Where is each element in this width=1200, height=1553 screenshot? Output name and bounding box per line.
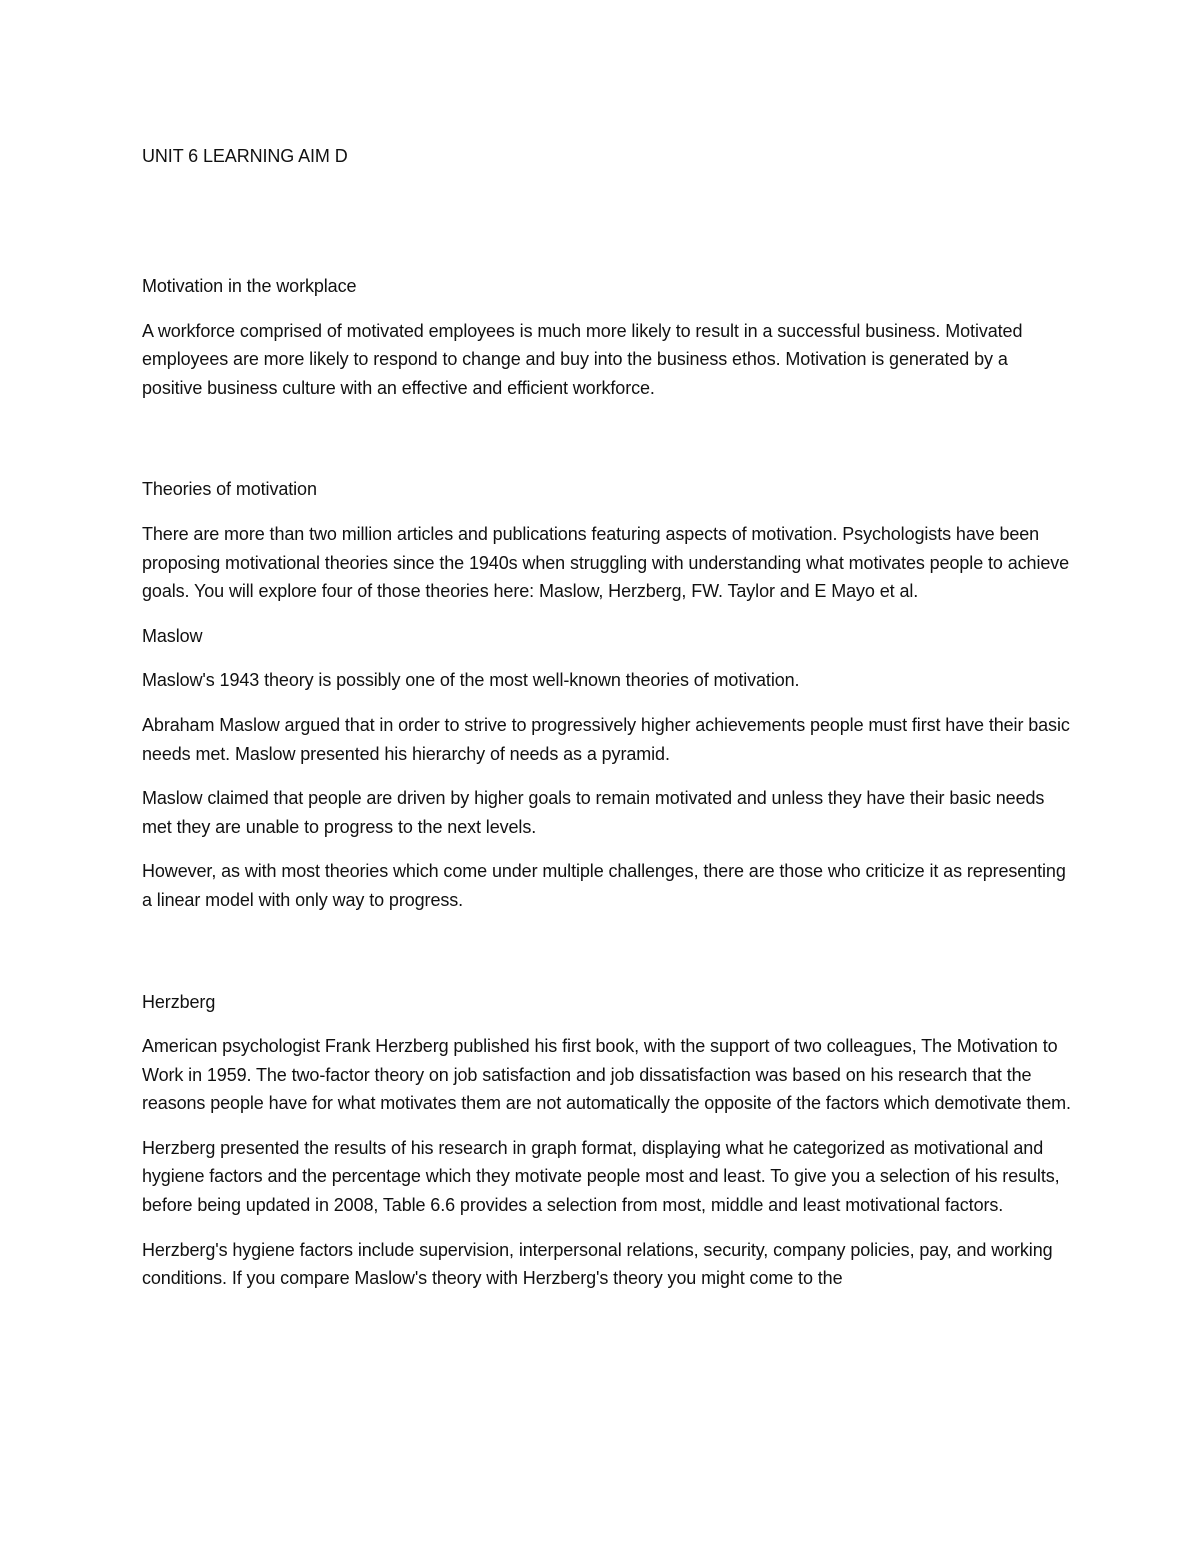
paragraph-maslow-2: Abraham Maslow argued that in order to strive to progressively higher achievements people must first have their basic needs met. Maslow presented his hierarchy of needs as a pyramid.	[142, 714, 1070, 764]
spacer	[142, 695, 1072, 711]
paragraph-maslow-4: However, as with most theories which come under multiple challenges, there are those who criticize it as representing a linear model with only way to progress.	[142, 861, 1066, 910]
document-title: UNIT 6 LEARNING AIM D	[142, 146, 348, 166]
paragraph-workplace-motivation: A workforce comprised of motivated employees is much more likely to result in a successful business. Motivated employees are more likely to respond to change and buy into the business ethos. Motivation is generated by a positive business culture with an effective and efficient workforce.	[142, 320, 1023, 398]
heading-theories-of-motivation: Theories of motivation	[142, 479, 317, 500]
spacer	[142, 841, 1072, 857]
heading-herzberg: Herzberg	[142, 991, 216, 1012]
spacer	[142, 768, 1072, 784]
spacer	[142, 504, 1072, 520]
paragraph-herzberg-3: Herzberg's hygiene factors include supervision, interpersonal relations, security, company policies, pay, and working conditions. If you compare Maslow's theory with Herzberg's theory you might come to the	[142, 1239, 1053, 1289]
spacer	[142, 301, 1072, 317]
spacer	[142, 1220, 1072, 1236]
paragraph-maslow-3: Maslow claimed that people are driven by higher goals to remain motivated and unless they have their basic needs met they are unable to progress to the next levels.	[142, 788, 1045, 837]
spacer	[142, 650, 1072, 666]
heading-motivation-in-the-workplace: Motivation in the workplace	[142, 276, 357, 296]
heading-maslow: Maslow	[142, 625, 203, 646]
paragraph-maslow-1: Maslow's 1943 theory is possibly one of the most well-known theories of motivation.	[142, 670, 800, 691]
spacer	[142, 915, 1072, 988]
paragraph-herzberg-1: American psychologist Frank Herzberg published his first book, with the support of two colleagues, The Motivation to Work in 1959. The two-factor theory on job satisfaction and job dissatisfaction was based on his research that the reasons people have for what motivates them are not automatically the opposite of the factors which demotivate them.	[142, 1036, 1071, 1114]
paragraph-theories-overview: There are more than two million articles and publications featuring aspects of motivation. Psychologists have been proposing motivational theories since the 1940s when struggling with understanding what motivates people to achieve goals. You will explore four of those theories here: Maslow, Herzberg, FW. Taylor and E Mayo et al.	[142, 523, 1070, 602]
paragraph-herzberg-2: Herzberg presented the results of his research in graph format, displaying what he categorized as motivational and hygiene factors and the percentage which they motivate people most and least. To give you a selection of his results, before being updated in 2008, Table 6.6 provides a selection from most, middle and least motivational factors.	[142, 1137, 1060, 1216]
document-body	[142, 142, 1072, 1293]
spacer	[142, 402, 1072, 475]
spacer	[142, 170, 1072, 272]
spacer	[142, 1118, 1072, 1134]
spacer	[142, 606, 1072, 622]
spacer	[142, 1016, 1072, 1032]
